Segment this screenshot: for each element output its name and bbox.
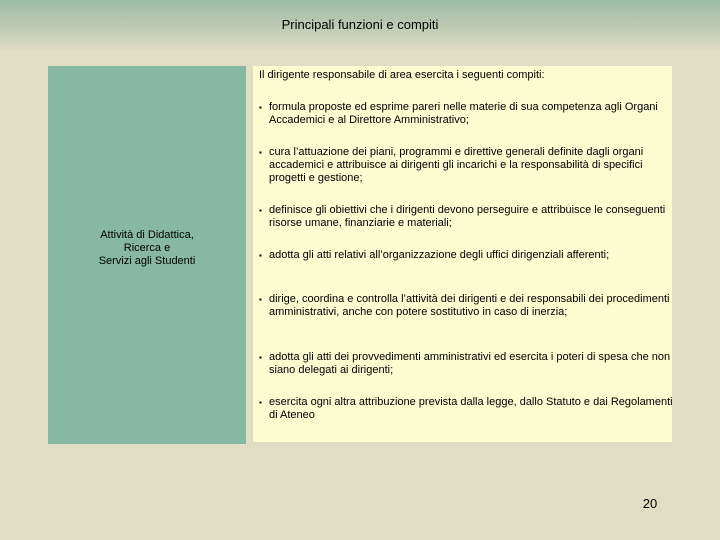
list-item — [259, 146, 679, 185]
list-item-text: adotta gli atti relativi all’organizzazione degli uffici dirigenziali afferenti; — [269, 249, 610, 261]
list-item — [259, 396, 679, 422]
bullet-icon: ▪ — [259, 103, 262, 112]
bullet-icon: ▪ — [259, 206, 262, 215]
list-item-text: dirige, coordina e controlla l’attività dei dirigenti e dei responsabili dei procedimenti amministrativi, anche con potere sostitutivo in caso di inerzia; — [269, 293, 670, 318]
area-label-line: Attività di Didattica, — [100, 229, 194, 241]
area-label — [48, 229, 246, 268]
list-item — [259, 101, 679, 127]
list-item-text: definisce gli obiettivi che i dirigenti devono perseguire e attribuisce le conseguenti risorse umane, finanziarie e materiali; — [269, 204, 666, 229]
list-item — [259, 293, 679, 319]
bullet-icon: ▪ — [259, 251, 262, 260]
list-item — [259, 249, 679, 262]
bullet-icon: ▪ — [259, 353, 262, 362]
list-item-text: cura l’attuazione dei piani, programmi e direttive generali definite dagli organi accademici e attribuisce ai dirigenti gli incarichi e la responsabilità di specifici progetti e gestione; — [269, 146, 644, 184]
list-item — [259, 351, 679, 377]
list-item-text: formula proposte ed esprime pareri nelle materie di sua competenza agli Organi Accademici e al Direttore Amministrativo; — [269, 101, 658, 126]
bullet-icon: ▪ — [259, 398, 262, 407]
list-item — [259, 204, 679, 230]
area-label-line: Servizi agli Studenti — [98, 255, 196, 267]
intro-text: Il dirigente responsabile di area esercita i seguenti compiti: — [259, 69, 545, 81]
list-item-text: esercita ogni altra attribuzione prevista dalla legge, dallo Statuto e dai Regolamenti di Ateneo — [269, 396, 673, 421]
page-title: Principali funzioni e compiti — [281, 17, 439, 32]
list-item-text: adotta gli atti dei provvedimenti amministrativi ed esercita i poteri di spesa che non siano delegati ai dirigenti; — [269, 351, 671, 376]
bullet-icon: ▪ — [259, 148, 262, 157]
bullet-icon: ▪ — [259, 295, 262, 304]
page-number: 20 — [642, 496, 658, 511]
area-label-line: Ricerca e — [123, 242, 171, 254]
